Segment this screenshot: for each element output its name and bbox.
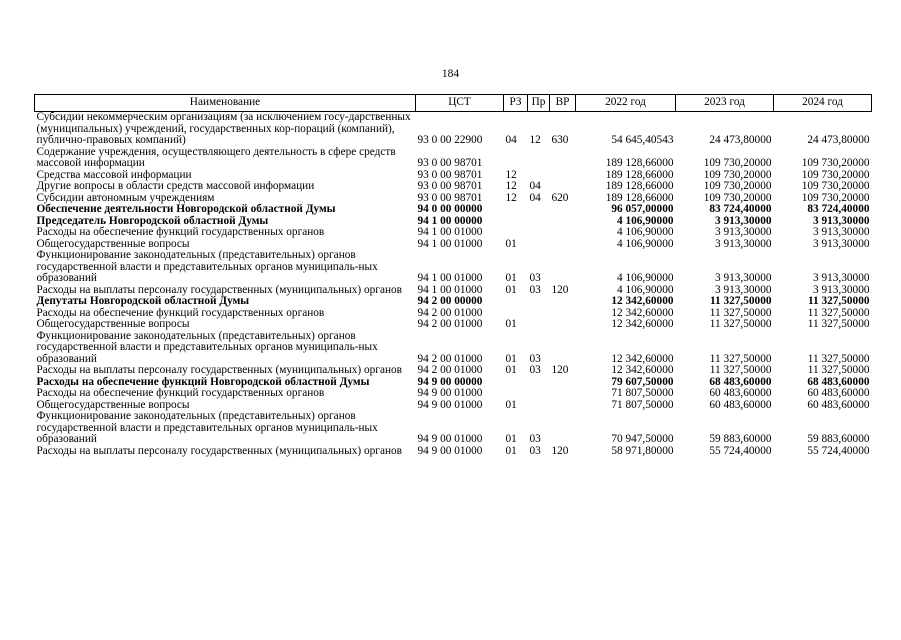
header-2022: 2022 год <box>576 95 676 112</box>
cell-2022: 71 807,50000 <box>611 387 674 399</box>
cell-cst: 94 0 00 00000 <box>417 203 483 215</box>
cell-2022: 4 106,90000 <box>617 214 674 227</box>
cell-2022: 58 971,80000 <box>611 444 674 457</box>
cell-rz: 01 <box>505 318 517 330</box>
cell-vr <box>550 239 576 251</box>
cell-2022: 4 106,90000 <box>617 226 674 238</box>
cell-name: Обеспечение деятельности Новгородской областной Думы <box>36 203 336 215</box>
cell-name: Расходы на обеспечение функций государственных органов <box>36 306 325 319</box>
cell-vr: 620 <box>551 191 569 204</box>
cell-name: Расходы на выплаты персоналу государственных (муниципальных) органов <box>36 283 402 296</box>
cell-2024: 24 473,80000 <box>807 134 870 146</box>
cell-vr <box>550 250 576 285</box>
cell-name: Средства массовой информации <box>36 168 192 181</box>
cell-pr <box>528 377 550 389</box>
cell-pr: 03 <box>529 364 541 376</box>
cell-2023: 109 730,20000 <box>703 157 772 169</box>
cell-rz: 01 <box>505 398 517 411</box>
cell-vr <box>550 227 576 239</box>
cell-2023: 11 327,50000 <box>709 364 772 376</box>
cell-2023: 3 913,30000 <box>715 272 772 284</box>
cell-name: Функционирование законодательных (представительных) органов государственной власти и представительных органов муниципаль-ных образований <box>36 249 378 284</box>
cell-name: Расходы на обеспечение функций государственных органов <box>36 226 325 238</box>
cell-name: Расходы на выплаты персоналу государственных (муниципальных) органов <box>36 364 402 376</box>
cell-name: Общегосударственные вопросы <box>36 318 190 330</box>
cell-2022: 12 342,60000 <box>611 306 674 319</box>
table-row <box>35 331 872 366</box>
cell-rz <box>504 377 528 389</box>
cell-pr <box>528 216 550 228</box>
cell-pr: 03 <box>529 433 541 445</box>
cell-name: Общегосударственные вопросы <box>36 398 190 411</box>
cell-2023: 3 913,30000 <box>715 237 772 250</box>
cell-cst: 94 9 00 01000 <box>417 387 483 399</box>
cell-2022: 70 947,50000 <box>611 433 674 445</box>
cell-2023: 59 883,60000 <box>709 433 772 445</box>
header-cst: ЦСТ <box>416 95 504 112</box>
cell-2024: 109 730,20000 <box>801 191 870 204</box>
cell-pr <box>528 319 550 331</box>
cell-rz <box>504 204 528 216</box>
cell-vr <box>550 181 576 193</box>
page-number: 184 <box>441 68 460 80</box>
cell-2023: 68 483,60000 <box>709 375 772 388</box>
cell-cst: 94 1 00 01000 <box>417 272 483 284</box>
cell-pr <box>528 388 550 400</box>
cell-cst: 94 9 00 01000 <box>417 398 483 411</box>
cell-vr <box>550 411 576 446</box>
cell-cst: 93 0 00 22900 <box>417 134 483 146</box>
table-row <box>35 204 872 216</box>
table-row <box>35 446 872 458</box>
cell-cst: 94 1 00 01000 <box>417 283 483 296</box>
cell-vr <box>550 216 576 228</box>
table-row <box>35 147 872 170</box>
cell-cst: 94 9 00 01000 <box>417 444 483 457</box>
cell-pr: 03 <box>529 444 541 457</box>
header-2024: 2024 год <box>774 95 872 112</box>
cell-2022: 4 106,90000 <box>617 272 674 284</box>
cell-pr <box>528 296 550 308</box>
cell-pr: 04 <box>529 191 541 204</box>
cell-cst: 94 9 00 00000 <box>417 375 483 388</box>
cell-rz: 04 <box>505 134 517 146</box>
cell-vr <box>550 377 576 389</box>
cell-2024: 83 724,40000 <box>807 203 870 215</box>
table-body <box>35 112 872 458</box>
table-row <box>35 112 872 147</box>
cell-cst: 94 9 00 01000 <box>417 433 483 445</box>
cell-cst: 94 2 00 01000 <box>417 352 483 365</box>
cell-vr <box>550 331 576 366</box>
cell-2024: 68 483,60000 <box>807 375 870 388</box>
cell-name: Расходы на обеспечение функций Новгородской областной Думы <box>36 375 370 388</box>
cell-cst: 93 0 00 98701 <box>417 180 483 192</box>
cell-2024: 60 483,60000 <box>807 387 870 399</box>
cell-cst: 93 0 00 98701 <box>417 157 483 169</box>
cell-vr: 120 <box>551 364 569 376</box>
cell-rz: 01 <box>505 444 517 457</box>
cell-vr <box>550 147 576 170</box>
cell-rz: 01 <box>505 433 517 445</box>
cell-pr: 04 <box>529 180 541 192</box>
table-row <box>35 411 872 446</box>
cell-vr <box>550 319 576 331</box>
cell-cst: 94 1 00 01000 <box>417 237 483 250</box>
cell-rz: 01 <box>505 272 517 284</box>
cell-pr: 03 <box>529 272 541 284</box>
cell-name: Общегосударственные вопросы <box>36 237 190 250</box>
cell-vr <box>550 388 576 400</box>
cell-2023: 11 327,50000 <box>709 295 772 307</box>
cell-2024: 109 730,20000 <box>801 180 870 192</box>
cell-2023: 83 724,40000 <box>709 203 772 215</box>
cell-2024: 11 327,50000 <box>807 306 870 319</box>
header-vr: ВР <box>550 95 576 112</box>
cell-name: Другие вопросы в области средств массовой информации <box>36 180 315 192</box>
cell-2024: 11 327,50000 <box>807 295 870 307</box>
cell-rz: 01 <box>505 352 517 365</box>
table-row <box>35 296 872 308</box>
cell-pr <box>528 147 550 170</box>
cell-2024: 11 327,50000 <box>807 318 870 330</box>
cell-2022: 12 342,60000 <box>611 318 674 330</box>
cell-pr <box>528 400 550 412</box>
cell-vr: 120 <box>551 283 569 296</box>
cell-cst: 94 2 00 01000 <box>417 364 483 376</box>
cell-2022: 12 342,60000 <box>611 295 674 307</box>
cell-name: Функционирование законодательных (представительных) органов государственной власти и представительных органов муниципаль-ных образований <box>36 329 378 365</box>
cell-2024: 60 483,60000 <box>807 398 870 411</box>
cell-pr <box>528 308 550 320</box>
cell-2024: 3 913,30000 <box>813 226 870 238</box>
cell-cst: 94 2 00 01000 <box>417 318 483 330</box>
cell-2022: 189 128,66000 <box>605 191 674 204</box>
cell-2023: 24 473,80000 <box>709 134 772 146</box>
cell-2023: 109 730,20000 <box>703 180 772 192</box>
cell-rz: 01 <box>505 283 517 296</box>
cell-2023: 11 327,50000 <box>709 352 772 365</box>
cell-pr <box>528 227 550 239</box>
cell-cst: 94 2 00 00000 <box>417 295 483 307</box>
cell-2022: 79 607,50000 <box>611 375 674 388</box>
cell-2023: 55 724,40000 <box>709 444 772 457</box>
cell-2024: 109 730,20000 <box>801 168 870 181</box>
header-rz: РЗ <box>504 95 528 112</box>
cell-2022: 54 645,40543 <box>611 134 674 146</box>
cell-rz: 12 <box>505 168 517 181</box>
cell-vr <box>550 308 576 320</box>
cell-2024: 11 327,50000 <box>807 352 870 365</box>
cell-2023: 60 483,60000 <box>709 398 772 411</box>
cell-2024: 11 327,50000 <box>807 364 870 376</box>
cell-rz <box>504 388 528 400</box>
cell-rz <box>504 296 528 308</box>
cell-2023: 109 730,20000 <box>703 191 772 204</box>
cell-2022: 189 128,66000 <box>605 157 674 169</box>
table-row <box>35 227 872 239</box>
cell-2024: 109 730,20000 <box>801 157 870 169</box>
cell-vr: 120 <box>551 444 569 457</box>
table-row <box>35 365 872 377</box>
table-row <box>35 319 872 331</box>
cell-2024: 3 913,30000 <box>813 272 870 284</box>
cell-2022: 12 342,60000 <box>611 352 674 365</box>
cell-name: Функционирование законодательных (представительных) органов государственной власти и представительных органов муниципаль-ных образований <box>36 410 378 445</box>
cell-2024: 55 724,40000 <box>807 444 870 457</box>
cell-rz <box>504 216 528 228</box>
header-2023: 2023 год <box>676 95 774 112</box>
cell-name: Субсидии автономным учреждениям <box>36 191 215 204</box>
cell-name: Расходы на выплаты персоналу государственных (муниципальных) органов <box>36 444 402 457</box>
cell-2023: 109 730,20000 <box>703 168 772 181</box>
cell-2023: 60 483,60000 <box>709 387 772 399</box>
cell-vr <box>550 400 576 412</box>
cell-rz: 12 <box>505 180 517 192</box>
cell-2022: 189 128,66000 <box>605 180 674 192</box>
cell-2024: 3 913,30000 <box>813 237 870 250</box>
cell-rz: 12 <box>505 191 517 204</box>
cell-cst: 94 2 00 01000 <box>417 306 483 319</box>
cell-2023: 3 913,30000 <box>715 214 772 227</box>
cell-cst: 94 1 00 01000 <box>417 226 483 238</box>
cell-2023: 11 327,50000 <box>709 318 772 330</box>
cell-vr <box>550 170 576 182</box>
cell-2022: 189 128,66000 <box>605 168 674 181</box>
cell-2022: 96 057,00000 <box>611 203 674 215</box>
cell-2022: 71 807,50000 <box>611 398 674 411</box>
cell-pr: 03 <box>529 352 541 365</box>
cell-name: Председатель Новгородской областной Думы <box>36 214 269 227</box>
cell-vr: 630 <box>551 134 569 146</box>
header-pr: Пр <box>528 95 550 112</box>
cell-rz: 01 <box>505 237 517 250</box>
cell-2022: 4 106,90000 <box>617 237 674 250</box>
cell-rz <box>504 227 528 239</box>
table-row <box>35 181 872 193</box>
cell-name: Содержание учреждения, осуществляющего деятельность в сфере средств массовой информации <box>36 145 396 169</box>
cell-2022: 12 342,60000 <box>611 364 674 376</box>
cell-pr: 03 <box>529 283 541 296</box>
cell-rz: 01 <box>505 364 517 376</box>
table-header-row <box>35 95 872 112</box>
cell-2024: 59 883,60000 <box>807 433 870 445</box>
budget-table <box>34 94 872 457</box>
cell-pr <box>528 239 550 251</box>
cell-2023: 11 327,50000 <box>709 306 772 319</box>
table-row <box>35 388 872 400</box>
cell-2022: 4 106,90000 <box>617 283 674 296</box>
cell-cst: 93 0 00 98701 <box>417 168 483 181</box>
cell-vr <box>550 296 576 308</box>
cell-rz <box>504 147 528 170</box>
cell-2023: 3 913,30000 <box>715 283 772 296</box>
cell-cst: 94 1 00 00000 <box>417 214 483 227</box>
cell-2023: 3 913,30000 <box>715 226 772 238</box>
cell-name: Расходы на обеспечение функций государственных органов <box>36 387 325 399</box>
cell-name: Депутаты Новгородской областной Думы <box>36 295 250 307</box>
header-name: Наименование <box>35 95 416 112</box>
cell-pr: 12 <box>529 134 541 146</box>
cell-name: Субсидии некоммерческим организациям (за исключением госу-дарственных (муниципальных) учреждений, государственных кор-пораций (компаний), публично-правовых компаний) <box>36 111 411 146</box>
cell-pr <box>528 204 550 216</box>
cell-cst: 93 0 00 98701 <box>417 191 483 204</box>
cell-2024: 3 913,30000 <box>813 283 870 296</box>
cell-vr <box>550 204 576 216</box>
cell-2024: 3 913,30000 <box>813 214 870 227</box>
table-row <box>35 250 872 285</box>
